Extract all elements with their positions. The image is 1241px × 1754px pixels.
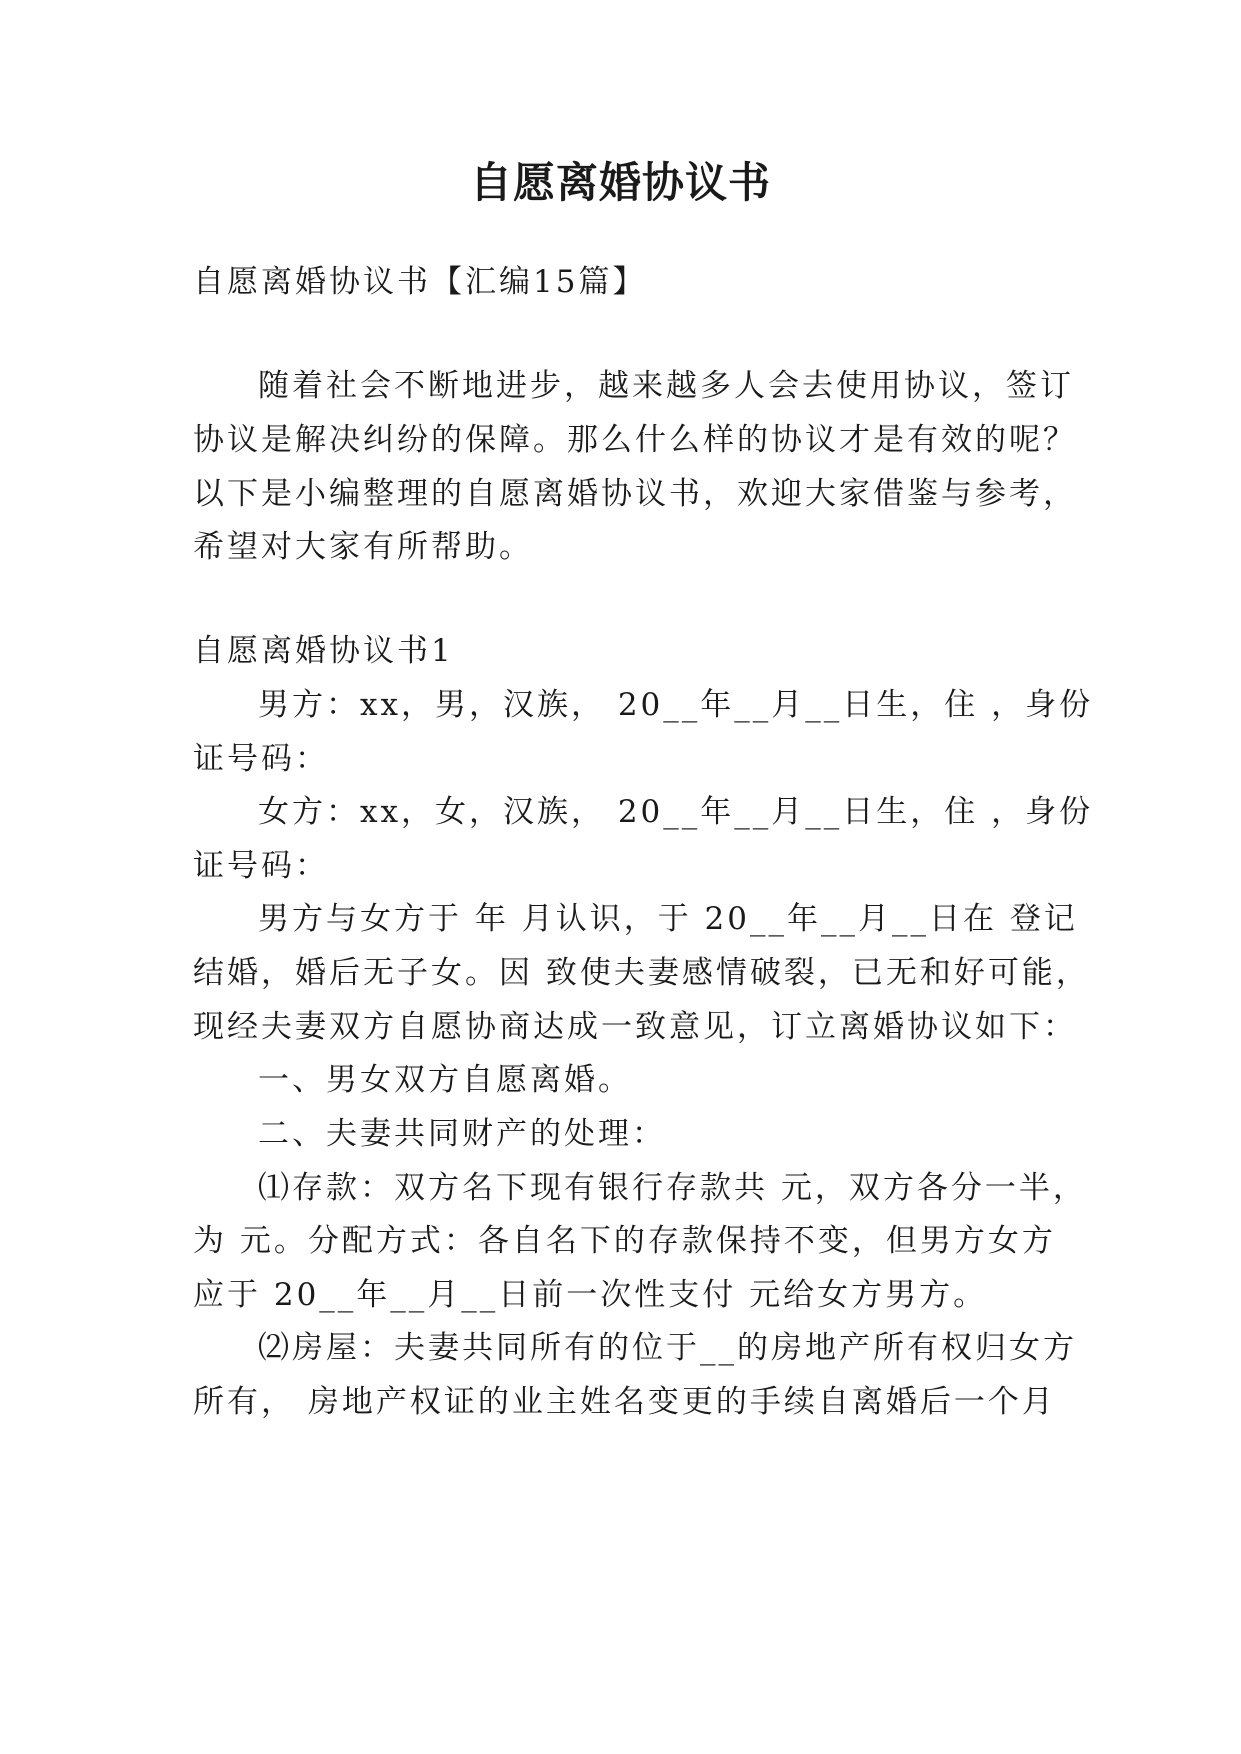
body-line: 结婚，婚后无子女。因 致使夫妻感情破裂，已无和好可能，	[193, 955, 1090, 991]
body-line: 现经夫妻双方自愿协商达成一致意见，订立离婚协议如下：	[193, 1009, 1077, 1045]
intro-line: 希望对大家有所帮助。	[193, 529, 533, 565]
document-subtitle: 自愿离婚协议书【汇编15篇】	[193, 264, 647, 300]
intro-line: 随着社会不断地进步，越来越多人会去使用协议，签订	[258, 368, 1074, 404]
body-line: 证号码：	[193, 741, 329, 777]
body-line: 女方：xx，女，汉族， 20__年__月__日生，住 ，身份	[258, 794, 1094, 830]
body-line: 男方与女方于 年 月认识，于 20__年__月__日在 登记	[258, 901, 1078, 937]
body-line: ⑵房屋：夫妻共同所有的位于__的房地产所有权归女方	[258, 1330, 1077, 1366]
section-heading: 自愿离婚协议书1	[193, 633, 454, 669]
body-line: ⑴存款：双方名下现有银行存款共 元，双方各分一半，	[258, 1170, 1087, 1206]
body-line: 一、男女双方自愿离婚。	[258, 1062, 632, 1098]
intro-line: 协议是解决纠纷的保障。那么什么样的协议才是有效的呢？	[193, 422, 1077, 458]
intro-line: 以下是小编整理的自愿离婚协议书，欢迎大家借鉴与参考，	[193, 476, 1077, 512]
body-line: 二、夫妻共同财产的处理：	[258, 1116, 666, 1152]
body-line: 证号码：	[193, 848, 329, 884]
document-title: 自愿离婚协议书	[469, 158, 771, 207]
body-line: 所有， 房地产权证的业主姓名变更的手续自离婚后一个月	[193, 1384, 1056, 1420]
body-line: 应于 20__年__月__日前一次性支付 元给女方男方。	[193, 1277, 988, 1313]
body-line: 男方：xx，男，汉族， 20__年__月__日生，住 ，身份	[258, 687, 1094, 723]
body-line: 为 元。分配方式：各自名下的存款保持不变，但男方女方	[193, 1223, 1056, 1259]
